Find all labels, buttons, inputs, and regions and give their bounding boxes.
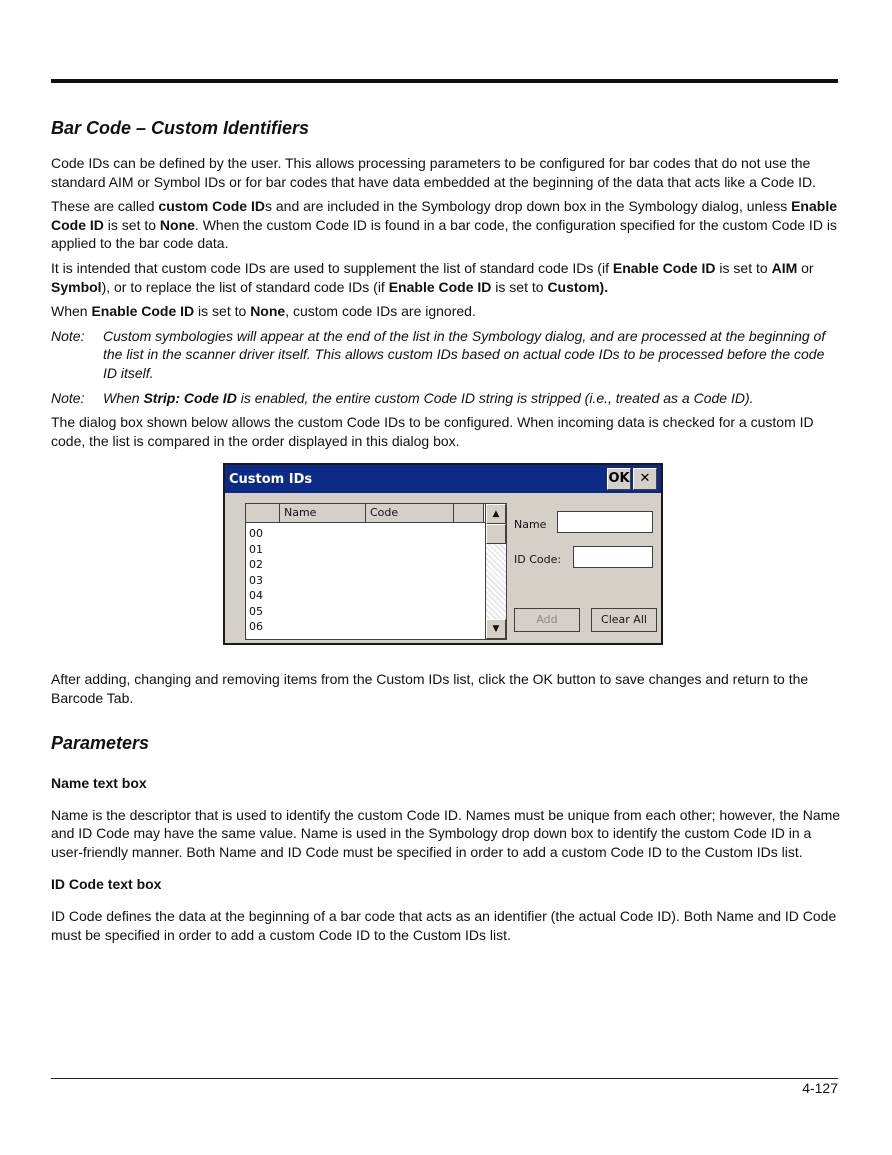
list-rows xyxy=(249,526,263,635)
scroll-down-icon[interactable]: ▼ xyxy=(486,619,506,639)
dialog-title: Custom IDs xyxy=(229,472,313,488)
text-run: is set to xyxy=(194,303,251,320)
note-strip-code-id xyxy=(51,389,841,408)
text-run: ), or to replace the list of standard code IDs (if xyxy=(101,278,389,295)
list-item[interactable]: 00 xyxy=(249,527,263,541)
section-heading: Bar Code – Custom Identifiers xyxy=(51,118,310,138)
supplement-paragraph xyxy=(51,259,841,296)
clear-all-button[interactable]: Clear All xyxy=(591,608,657,632)
text-run: When xyxy=(103,389,144,406)
text-run: is set to xyxy=(491,278,548,295)
top-rule xyxy=(51,79,838,83)
bold-term: Enable Code ID xyxy=(388,278,492,295)
footer-rule xyxy=(51,1078,838,1079)
dialog-titlebar xyxy=(225,465,661,493)
list-item[interactable]: 04 xyxy=(249,589,263,603)
vertical-scrollbar[interactable] xyxy=(485,504,506,639)
scroll-thumb[interactable] xyxy=(486,524,506,544)
ignored-paragraph xyxy=(51,302,841,321)
header-index-column xyxy=(246,504,280,522)
text-run: s and are included in the Symbology drop down box in the Symbology dialog, unless xyxy=(264,198,792,215)
ok-button[interactable]: OK xyxy=(607,468,631,490)
text-run: is set to xyxy=(103,216,160,233)
bold-term: custom Code ID xyxy=(158,198,265,215)
note-custom-symbologies xyxy=(51,327,841,383)
list-item[interactable]: 02 xyxy=(249,558,263,572)
bold-term: AIM xyxy=(771,259,798,276)
page-number: 4-127 xyxy=(802,1080,838,1096)
note-text xyxy=(103,389,841,408)
name-input[interactable] xyxy=(557,511,653,533)
bold-term: Enable Code ID xyxy=(91,303,195,320)
name-text-box-paragraph: Name is the descriptor that is used to identify the custom Code ID. Names must be unique from each other; however, the Name and ID Code may have the same value. Name is used in the Symbology drop down box to identify the custom Code ID in a user-friendly manner. Both Name and ID Code must be specified in order to add a custom Code ID to the Custom IDs list. xyxy=(51,806,841,860)
column-header-code[interactable]: Code xyxy=(366,504,454,522)
name-label: Name xyxy=(514,518,547,532)
list-item[interactable]: 05 xyxy=(249,604,263,618)
bold-term: Custom). xyxy=(547,278,609,295)
list-item[interactable]: 03 xyxy=(249,573,263,587)
bold-term: None xyxy=(250,303,286,320)
text-run: is set to xyxy=(715,259,772,276)
column-header-name[interactable]: Name xyxy=(280,504,366,522)
note-text: Custom symbologies will appear at the end of the list in the Symbology dialog, and are processed at the beginning of the list in the scanner driver itself. This allows custom IDs based on actual code IDs to be processed before the code ID itself. xyxy=(103,327,826,381)
add-button[interactable]: Add xyxy=(514,608,580,632)
close-icon[interactable]: ✕ xyxy=(633,468,657,490)
text-run: is enabled, the entire custom Code ID string is stripped (i.e., treated as a Code ID). xyxy=(236,389,754,406)
note-label: Note: xyxy=(51,327,85,344)
id-code-input[interactable] xyxy=(573,546,653,568)
text-run: These are called xyxy=(51,198,159,215)
list-item[interactable]: 01 xyxy=(249,542,263,556)
dialog-intro-paragraph: The dialog box shown below allows the custom Code IDs to be configured. When incoming data is checked for a custom ID code, the list is compared in the order displayed in this dialog box. xyxy=(51,414,814,449)
text-run: , custom code IDs are ignored. xyxy=(285,303,476,320)
custom-ids-list[interactable] xyxy=(245,503,507,640)
bold-term: Enable Code ID xyxy=(612,259,716,276)
id-code-label: ID Code: xyxy=(514,553,562,567)
bold-term: Strip: Code ID xyxy=(143,389,237,406)
bold-term: Enable Code ID xyxy=(51,198,837,233)
page-content xyxy=(51,117,841,950)
text-run: When xyxy=(51,303,92,320)
text-run: or xyxy=(797,259,814,276)
custom-ids-dialog xyxy=(223,463,663,645)
bold-term: None xyxy=(159,216,195,233)
scroll-up-icon[interactable]: ▲ xyxy=(486,504,506,524)
id-code-text-box-heading: ID Code text box xyxy=(51,876,162,893)
after-adding-paragraph: After adding, changing and removing items from the Custom IDs list, click the OK button to save changes and return to the Barcode Tab. xyxy=(51,671,809,706)
id-code-text-box-paragraph: ID Code defines the data at the beginning of a bar code that acts as an identifier (the actual Code ID). Both Name and ID Code must be specified in order to add a custom Code ID to the Custom IDs list. xyxy=(51,908,837,943)
bold-term: Symbol xyxy=(51,278,102,295)
intro-paragraph: Code IDs can be defined by the user. This allows processing parameters to be configured for bar codes that do not use the standard AIM or Symbol IDs or for bar codes that have data embedded at the beginning of the data that acts like a Code ID. xyxy=(51,155,817,190)
name-text-box-heading: Name text box xyxy=(51,774,147,791)
note-label: Note: xyxy=(51,389,85,406)
text-run: . When the custom Code ID is found in a bar code, the configuration specified for the custom Code ID is applied to the bar code data. xyxy=(51,216,837,252)
text-run: It is intended that custom code IDs are used to supplement the list of standard code IDs (if xyxy=(51,259,613,276)
parameters-heading: Parameters xyxy=(51,732,150,753)
custom-code-id-paragraph xyxy=(51,197,841,253)
list-item[interactable]: 06 xyxy=(249,620,263,634)
list-header xyxy=(246,504,506,523)
header-blank-column xyxy=(454,504,484,522)
